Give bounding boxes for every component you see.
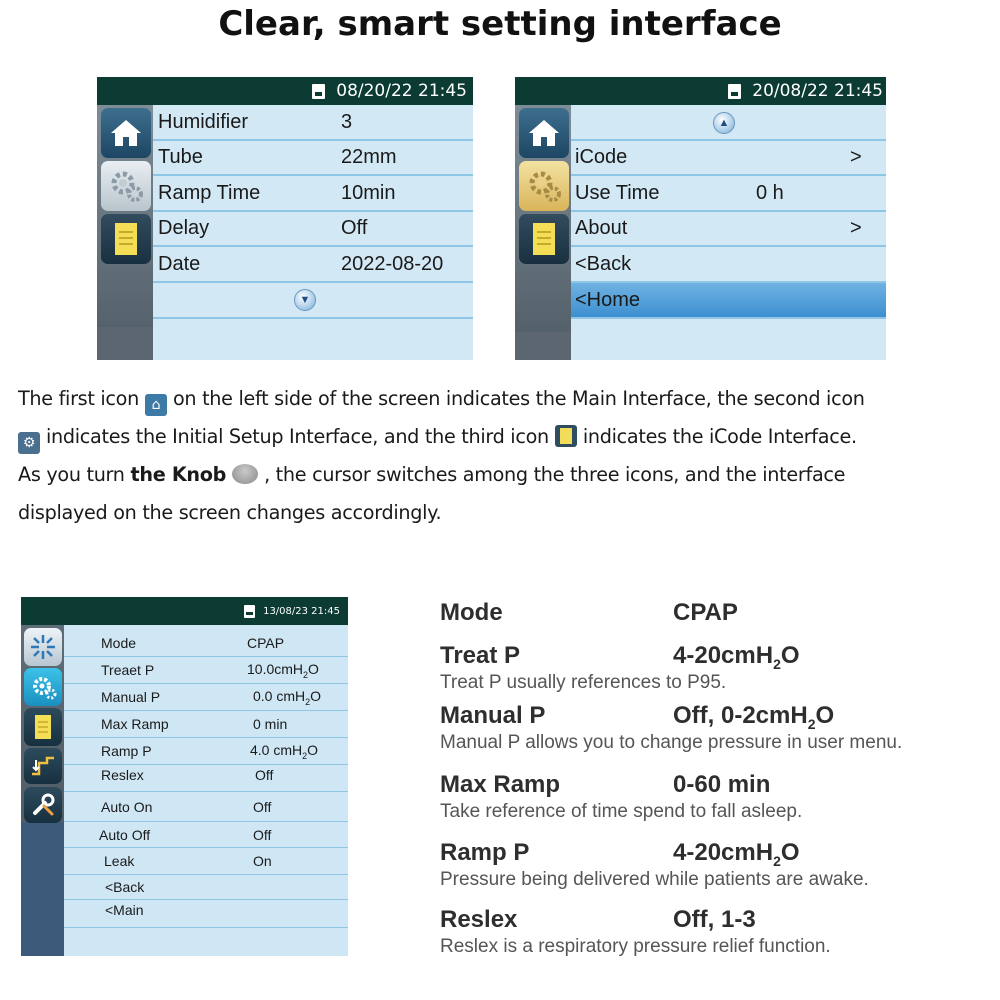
row-label: Use Time: [575, 181, 660, 204]
list-item[interactable]: [153, 176, 473, 212]
row-label: Leak: [104, 853, 135, 869]
device-screen-setup: [21, 597, 348, 956]
chevron-right-icon: >: [850, 146, 862, 168]
spec-name: Max Ramp: [440, 771, 561, 798]
row-label: Date: [158, 252, 201, 275]
list-item[interactable]: [153, 141, 473, 176]
desc-text: , the cursor switches among the three icons, and the interface: [264, 463, 846, 486]
row-label: Ramp P: [101, 743, 152, 759]
list-item[interactable]: [64, 765, 348, 792]
row-label: <Main: [105, 902, 144, 918]
spec-description: Take reference of time spend to fall asleep.: [440, 801, 803, 822]
status-datetime: 13/08/23 21:45: [263, 605, 340, 617]
spec-description: Treat P usually references to P95.: [440, 672, 727, 693]
scroll-down-icon[interactable]: ▼: [294, 289, 316, 311]
icode-list: [571, 105, 886, 360]
row-value: CPAP: [247, 634, 285, 651]
row-label: Delay: [158, 217, 210, 239]
ramp-icon[interactable]: [24, 748, 62, 784]
main-item[interactable]: [64, 900, 348, 928]
row-label: Humidifier: [158, 110, 249, 133]
chevron-right-icon: >: [850, 217, 862, 239]
row-value: On: [253, 853, 272, 869]
row-value: 10min: [341, 181, 396, 204]
list-item[interactable]: [153, 105, 473, 141]
row-value: Off: [253, 826, 272, 843]
note-icon[interactable]: [24, 708, 62, 746]
scroll-up-icon[interactable]: ▲: [713, 112, 735, 134]
row-label: Auto On: [101, 798, 153, 815]
spec-description: Manual P allows you to change pressure in user menu.: [440, 732, 903, 753]
desc-text: on the left side of the screen indicates the Main Interface, the second icon: [172, 387, 865, 410]
row-label: About: [575, 217, 628, 239]
sd-card-icon: [244, 605, 255, 618]
row-label: Ramp Time: [158, 181, 261, 204]
row-value: Off: [253, 798, 272, 815]
row-value: 3: [341, 110, 353, 133]
row-value: 22mm: [341, 146, 397, 168]
list-item[interactable]: [64, 629, 348, 657]
spec-range: Off, 0-2cmH$_2$O: [673, 702, 835, 732]
settings-list: [153, 105, 473, 360]
home-item[interactable]: [571, 283, 886, 319]
note-icon[interactable]: [519, 214, 569, 264]
list-item[interactable]: [64, 657, 348, 684]
desc-text: indicates the iCode Interface.: [582, 425, 857, 448]
list-item[interactable]: [153, 247, 473, 283]
spec-range: Off, 1-3: [673, 906, 756, 933]
list-item[interactable]: [64, 792, 348, 822]
icon-rail-lower: [97, 327, 153, 360]
spec-description: Reslex is a respiratory pressure relief function.: [440, 936, 831, 957]
row-value: 0 h: [756, 181, 784, 204]
list-item[interactable]: [571, 176, 886, 212]
spec-range: 0-60 min: [673, 771, 771, 798]
sd-card-icon: [312, 84, 325, 99]
list-item[interactable]: [153, 212, 473, 247]
wrench-icon[interactable]: [24, 787, 62, 823]
spec-name: Treat P: [440, 642, 521, 669]
spec-name: Mode: [440, 599, 503, 626]
status-bar: [97, 77, 473, 105]
spec-name: Manual P: [440, 702, 546, 729]
list-item[interactable]: [64, 822, 348, 848]
spec-range: CPAP: [673, 599, 738, 626]
desc-text: indicates the Initial Setup Interface, and the third icon: [46, 425, 549, 448]
home-icon[interactable]: [101, 108, 151, 158]
row-value: Off: [255, 767, 274, 783]
spec-name: Ramp P: [440, 839, 530, 866]
row-value: 4.0 cmH$_2$O: [250, 741, 319, 761]
page-title: Clear, smart setting interface: [218, 4, 782, 44]
spec-name: Reslex: [440, 906, 518, 933]
scroll-row: [571, 105, 886, 141]
desc-text: As you turn: [18, 463, 125, 486]
row-value: 10.0cmH$_2$O: [247, 660, 319, 680]
gear-icon[interactable]: [519, 161, 569, 211]
note-icon[interactable]: [101, 214, 151, 264]
gear-icon: ⚙: [18, 432, 40, 454]
device-screen-icode: [515, 77, 886, 360]
scroll-row: [153, 283, 473, 319]
back-item[interactable]: [571, 247, 886, 283]
note-icon: [555, 425, 577, 447]
row-label: <Home: [575, 288, 641, 311]
status-bar: [21, 597, 348, 625]
knob-icon: [232, 464, 258, 484]
gear-icon[interactable]: [24, 668, 62, 706]
home-icon: ⌂: [145, 394, 167, 416]
list-item[interactable]: [64, 711, 348, 738]
row-value: 0.0 cmH$_2$O: [253, 687, 322, 707]
row-label: <Back: [105, 879, 145, 895]
spec-description: Pressure being delivered while patients are awake.: [440, 869, 869, 890]
device-screen-main: [97, 77, 473, 360]
list-item[interactable]: [571, 212, 886, 247]
gear-icon[interactable]: [101, 161, 151, 211]
desc-text: The first icon: [18, 387, 139, 410]
list-item[interactable]: [571, 141, 886, 176]
spec-range: 4-20cmH$_2$O: [673, 642, 800, 672]
status-datetime: 08/20/22 21:45: [336, 81, 467, 101]
list-item[interactable]: [64, 684, 348, 711]
desc-text: displayed on the screen changes accordingly.: [18, 501, 442, 524]
list-item[interactable]: [64, 738, 348, 765]
sd-card-icon: [728, 84, 741, 99]
row-label: Manual P: [101, 689, 161, 705]
row-value: 2022-08-20: [341, 252, 444, 275]
spec-range: 4-20cmH$_2$O: [673, 839, 800, 869]
sun-icon[interactable]: [24, 628, 62, 666]
row-label: Tube: [158, 146, 203, 168]
row-value: 0 min: [253, 716, 288, 732]
list-item[interactable]: [64, 848, 348, 875]
row-label: Max Ramp: [101, 716, 169, 732]
icon-rail-lower: [515, 332, 571, 360]
back-item[interactable]: [64, 875, 348, 900]
status-datetime: 20/08/22 21:45: [752, 81, 883, 101]
row-label: <Back: [575, 252, 632, 275]
row-label: Auto Off: [99, 826, 151, 843]
setup-list: [64, 625, 348, 956]
home-icon[interactable]: [519, 108, 569, 158]
description-paragraph: [18, 380, 983, 532]
row-value: Off: [341, 217, 368, 239]
icon-rail-lower: [21, 822, 64, 956]
row-label: Treaet P: [101, 662, 155, 678]
row-label: Reslex: [101, 767, 144, 783]
status-bar: [515, 77, 886, 105]
row-label: Mode: [101, 634, 137, 651]
row-label: iCode: [575, 146, 628, 168]
knob-label: the Knob: [130, 463, 227, 486]
